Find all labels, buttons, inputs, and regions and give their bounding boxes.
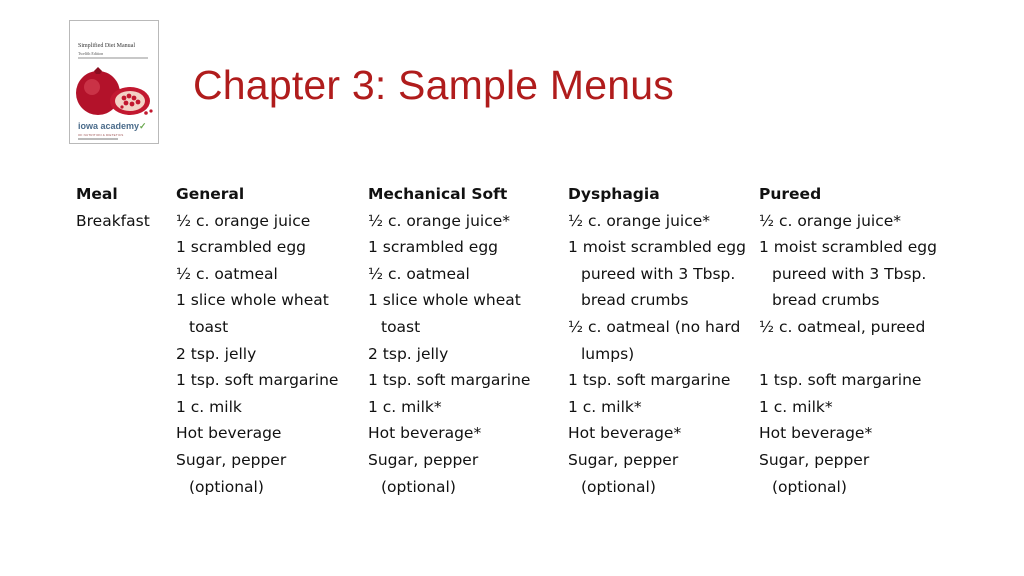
menu-item: pureed with 3 Tbsp. — [581, 264, 736, 283]
mechanical-soft-items — [368, 208, 530, 501]
menu-item: 1 moist scrambled egg — [759, 238, 937, 257]
logo-subtitle: OF NUTRITION & DIETETICS — [78, 133, 124, 137]
menu-item: 2 tsp. jelly — [176, 344, 257, 363]
iowa-academy-logo: iowa academy✓ — [78, 121, 147, 131]
menu-item: ½ c. orange juice — [176, 211, 311, 230]
dysphagia-column — [568, 181, 746, 500]
book-cover-editors — [78, 57, 148, 59]
pureed-column — [759, 181, 937, 500]
menu-item: ½ c. orange juice* — [568, 211, 711, 230]
menu-item: Hot beverage* — [568, 424, 682, 443]
menu-item: 1 slice whole wheat — [368, 291, 521, 310]
menu-item: Hot beverage* — [368, 424, 482, 443]
meal-column — [76, 181, 150, 234]
menu-item — [759, 341, 937, 368]
dysphagia-items — [568, 208, 746, 501]
menu-item: 1 c. milk — [176, 397, 242, 416]
menu-item: Sugar, pepper — [176, 450, 287, 469]
menu-item: ½ c. oatmeal — [368, 264, 470, 283]
menu-item: toast — [381, 317, 421, 336]
book-cover-edition: Twelfth Edition — [78, 51, 104, 56]
menu-item: (optional) — [772, 477, 847, 496]
header-dysphagia: Dysphagia — [568, 185, 660, 203]
book-cover-title: Simplified Diet Manual — [78, 43, 135, 49]
menu-item: 1 slice whole wheat — [176, 291, 329, 310]
menu-item: ½ c. orange juice* — [759, 211, 902, 230]
menu-item: pureed with 3 Tbsp. — [772, 264, 927, 283]
menu-item: Sugar, pepper — [368, 450, 479, 469]
header-mechanical-soft: Mechanical Soft — [368, 185, 508, 203]
menu-item: Sugar, pepper — [568, 450, 679, 469]
menu-item: Sugar, pepper — [759, 450, 870, 469]
meal-breakfast: Breakfast — [76, 211, 150, 230]
menu-item: 1 c. milk* — [368, 397, 442, 416]
menu-item: 1 tsp. soft margarine — [176, 371, 339, 390]
pureed-items — [759, 208, 937, 501]
menu-item: Hot beverage — [176, 424, 282, 443]
menu-item: ½ c. oatmeal — [176, 264, 278, 283]
menu-item: lumps) — [581, 344, 635, 363]
pomegranate-illustration — [72, 67, 158, 119]
menu-item: ½ c. oatmeal, pureed — [759, 317, 926, 336]
menu-item: 2 tsp. jelly — [368, 344, 449, 363]
logo-subline — [78, 138, 118, 140]
menu-item: 1 tsp. soft margarine — [568, 371, 731, 390]
menu-item: bread crumbs — [581, 291, 689, 310]
menu-item: 1 scrambled egg — [176, 238, 307, 257]
menu-item: Hot beverage* — [759, 424, 873, 443]
menu-item: 1 c. milk* — [568, 397, 642, 416]
book-cover-image — [69, 20, 159, 144]
menu-item: 1 scrambled egg — [368, 238, 499, 257]
menu-item: (optional) — [581, 477, 656, 496]
header-general: General — [176, 185, 245, 203]
menu-item: 1 tsp. soft margarine — [759, 371, 922, 390]
menu-item: 1 tsp. soft margarine — [368, 371, 531, 390]
general-column — [176, 181, 338, 500]
menu-item: bread crumbs — [772, 291, 880, 310]
menu-item: (optional) — [189, 477, 264, 496]
menu-item: toast — [189, 317, 229, 336]
general-items — [176, 208, 338, 501]
menu-item: ½ c. oatmeal (no hard — [568, 317, 741, 336]
header-meal: Meal — [76, 185, 118, 203]
menu-item: ½ c. orange juice* — [368, 211, 511, 230]
menu-item: 1 c. milk* — [759, 397, 833, 416]
slide-title: Chapter 3: Sample Menus — [193, 62, 674, 108]
mechanical-soft-column — [368, 181, 530, 500]
header-pureed: Pureed — [759, 185, 822, 203]
menu-item: 1 moist scrambled egg — [568, 238, 746, 257]
menu-item: (optional) — [381, 477, 456, 496]
